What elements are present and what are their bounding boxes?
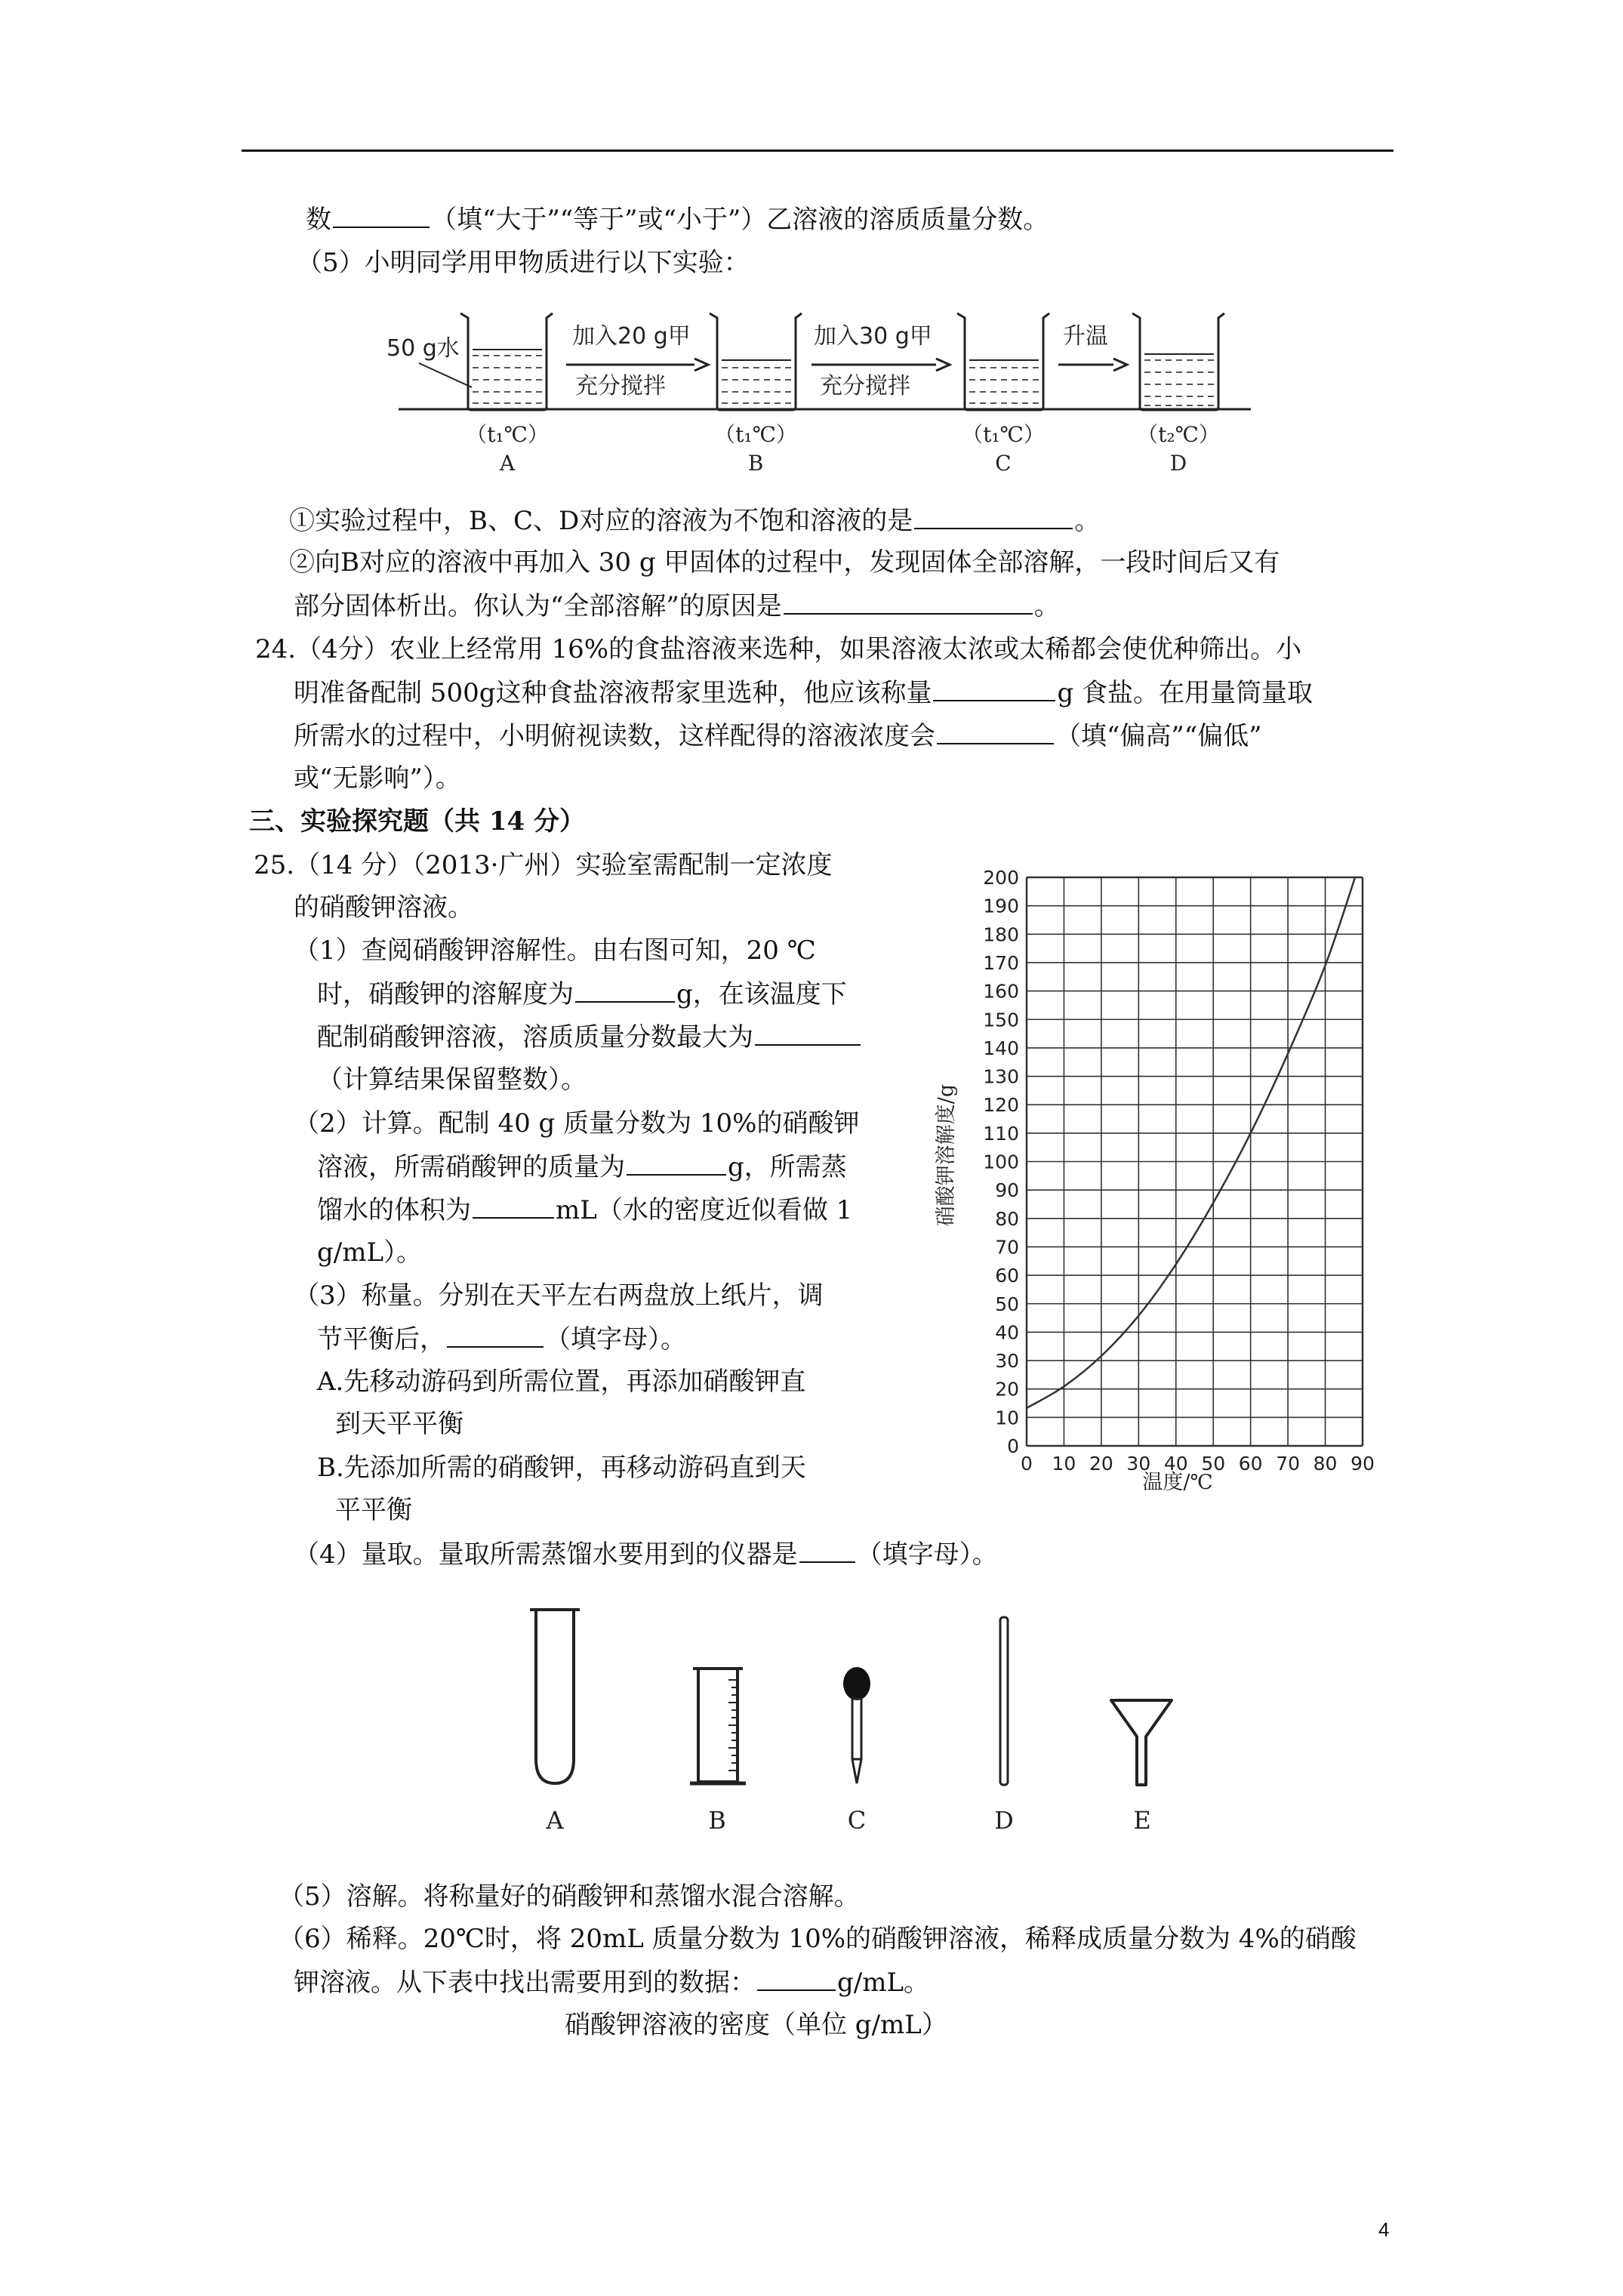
text-line: 24.（4分）农业上经常用 16%的食盐溶液来选种，如果溶液太浓或太稀都会使优种筛出。小 [255, 634, 1302, 664]
x-tick-label: 30 [1126, 1453, 1151, 1475]
y-tick-label: 180 [983, 923, 1019, 946]
experiment-diagram [377, 298, 1268, 479]
beaker-b [710, 313, 802, 410]
x-tick-label: 50 [1201, 1453, 1226, 1475]
text-line: g/mL）。 [317, 1237, 423, 1268]
text-line: （5）小明同学用甲物质进行以下实验： [297, 248, 750, 278]
text-line: 平平衡 [335, 1495, 412, 1525]
y-tick-label: 80 [995, 1207, 1019, 1230]
text-line: （6）稀释。20℃时，将 20mL 质量分数为 10%的硝酸钾溶液，稀释成质量分数为 4%的硝酸 [279, 1924, 1357, 1954]
apparatus-label: C [847, 1806, 867, 1835]
y-tick-label: 160 [983, 980, 1019, 1003]
text-line: 数 （填“大于”“等于”或“小于”）乙溶液的溶质质量分数。 [306, 202, 1049, 236]
answer-blank[interactable] [447, 1322, 544, 1348]
x-axis-label: 温度/℃ [1142, 1471, 1213, 1494]
arrow-1 [566, 323, 708, 399]
text-line: 25.（14 分）（2013·广州）实验室需配制一定浓度 [254, 850, 833, 880]
text-line: （计算结果保留整数）。 [317, 1065, 587, 1095]
beaker-label: A [499, 451, 516, 476]
text-line: 配制硝酸钾溶液，溶质质量分数最大为 [317, 1020, 862, 1054]
y-tick-label: 50 [995, 1293, 1019, 1315]
chart-grid [1027, 877, 1363, 1446]
y-tick-label: 200 [983, 867, 1019, 889]
text-line: 或“无影响”）。 [294, 763, 461, 794]
text-line: 节平衡后， （填字母）。 [317, 1322, 686, 1356]
y-axis-label: 硝酸钾溶解度/g [935, 1083, 958, 1227]
glass-rod-icon [1000, 1617, 1008, 1785]
answer-blank[interactable] [933, 676, 1055, 701]
dropper-icon [843, 1667, 870, 1783]
answer-blank[interactable] [627, 1150, 726, 1176]
x-tick-label: 70 [1276, 1453, 1301, 1475]
beaker-a [460, 313, 553, 410]
answer-blank[interactable] [473, 1193, 554, 1219]
y-tick-label: 110 [983, 1122, 1019, 1145]
y-tick-label: 140 [983, 1037, 1019, 1059]
funnel-icon [1111, 1700, 1172, 1785]
text-line: ①实验过程中，B、C、D对应的溶液为不饱和溶液的是 。 [289, 504, 1100, 538]
beaker-c [957, 313, 1049, 410]
text-line: 的硝酸钾溶液。 [294, 892, 473, 923]
y-tick-label: 70 [995, 1236, 1019, 1259]
y-tick-label: 40 [995, 1321, 1019, 1344]
beaker-label: C [995, 451, 1012, 476]
svg-text:加入20 g甲: 加入20 g甲 [572, 323, 691, 350]
text-line: 钾溶液。从下表中找出需要用到的数据： g/mL。 [294, 1965, 929, 1999]
answer-blank[interactable] [755, 1020, 861, 1046]
solubility-curve [1027, 877, 1355, 1408]
option-a: A.先移动游码到所需位置，再添加硝酸钾直 [317, 1367, 806, 1397]
table-caption: 硝酸钾溶液的密度（单位 g/mL） [565, 2010, 947, 2040]
text-line: （3）称量。分别在天平左右两盘放上纸片，调 [294, 1281, 824, 1311]
y-tick-label: 60 [995, 1265, 1019, 1287]
svg-text:充分搅拌: 充分搅拌 [575, 373, 666, 399]
apparatus-label: A [546, 1806, 564, 1835]
text-line: ②向B对应的溶液中再加入 30 g 甲固体的过程中，发现固体全部溶解，一段时间后又有 [289, 547, 1280, 578]
header-rule [242, 149, 1394, 152]
text-line: 溶液，所需硝酸钾的质量为 g，所需蒸 [317, 1150, 847, 1184]
beaker-temp: （t₂℃） [1137, 422, 1220, 447]
solubility-chart [921, 853, 1404, 1502]
y-tick-label: 30 [995, 1350, 1019, 1373]
answer-blank[interactable] [799, 1537, 855, 1563]
option-b: B.先添加所需的硝酸钾，再移动游码直到天 [317, 1453, 806, 1483]
graduated-cylinder-icon [690, 1669, 746, 1783]
section-heading: 三、实验探究题（共 14 分） [249, 806, 585, 837]
answer-blank[interactable] [784, 589, 1033, 615]
beaker-d [1132, 313, 1224, 410]
x-tick-label: 80 [1313, 1453, 1338, 1475]
answer-blank[interactable] [575, 977, 675, 1003]
y-tick-label: 0 [1007, 1435, 1019, 1457]
y-tick-label: 130 [983, 1065, 1019, 1088]
y-tick-label: 150 [983, 1009, 1019, 1031]
beaker-temp: （t₁℃） [714, 422, 797, 447]
x-tick-label: 60 [1238, 1453, 1263, 1475]
beaker-label: D [1169, 451, 1187, 476]
answer-blank[interactable] [914, 504, 1073, 529]
text-line: 到天平平衡 [335, 1409, 463, 1439]
x-tick-label: 10 [1052, 1453, 1076, 1475]
x-tick-label: 20 [1089, 1453, 1113, 1475]
svg-text:升温: 升温 [1063, 323, 1108, 350]
test-tube-icon [530, 1610, 580, 1783]
x-tick-label: 40 [1163, 1453, 1188, 1475]
text-line: 明准备配制 500g这种食盐溶液帮家里选种，他应该称量 g 食盐。在用量筒量取 [294, 676, 1313, 710]
text-line: （5）溶解。将称量好的硝酸钾和蒸馏水混合溶解。 [279, 1881, 860, 1912]
y-tick-label: 170 [983, 951, 1019, 974]
beaker-temp: （t₁℃） [962, 422, 1045, 447]
text-line: （2）计算。配制 40 g 质量分数为 10%的硝酸钾 [294, 1108, 860, 1139]
x-tick-label: 90 [1350, 1453, 1375, 1475]
arrow-3 [1058, 323, 1127, 371]
pointer-line [419, 363, 472, 387]
page-number: 4 [1378, 2218, 1390, 2241]
apparatus-label: B [708, 1806, 726, 1835]
y-tick-label: 120 [983, 1094, 1019, 1117]
beaker-temp: （t₁℃） [466, 422, 549, 447]
y-tick-label: 20 [995, 1378, 1019, 1401]
y-tick-label: 10 [995, 1407, 1019, 1429]
text-line: 所需水的过程中，小明俯视读数，这样配得的溶液浓度会 （填“偏高”“偏低” [294, 719, 1262, 753]
apparatus-label: D [994, 1806, 1014, 1835]
answer-blank[interactable] [937, 719, 1054, 744]
y-tick-label: 90 [995, 1179, 1019, 1202]
text-line: 部分固体析出。你认为“全部溶解”的原因是 。 [294, 589, 1060, 623]
text-line: （1）查阅硝酸钾溶解性。由右图可知，20 ℃ [294, 935, 816, 966]
text-line: 馏水的体积为 mL（水的密度近似看做 1 [317, 1193, 852, 1227]
answer-blank[interactable] [757, 1965, 836, 1991]
apparatus-row [513, 1601, 1193, 1842]
text-line: （4）量取。量取所需蒸馏水要用到的仪器是 （填字母）。 [294, 1537, 998, 1571]
y-tick-labels [983, 867, 1019, 1457]
text-line: 时，硝酸钾的溶解度为 g，在该温度下 [317, 977, 847, 1011]
water-label: 50 g水 [387, 335, 460, 362]
svg-text:加入30 g甲: 加入30 g甲 [814, 323, 932, 350]
y-tick-label: 100 [983, 1151, 1019, 1173]
answer-blank[interactable] [333, 202, 430, 228]
y-tick-label: 190 [983, 895, 1019, 917]
beaker-label: B [747, 451, 764, 476]
arrow-2 [812, 323, 950, 399]
x-tick-label: 0 [1021, 1453, 1033, 1475]
apparatus-label: E [1133, 1806, 1151, 1835]
svg-text:充分搅拌: 充分搅拌 [820, 373, 910, 399]
